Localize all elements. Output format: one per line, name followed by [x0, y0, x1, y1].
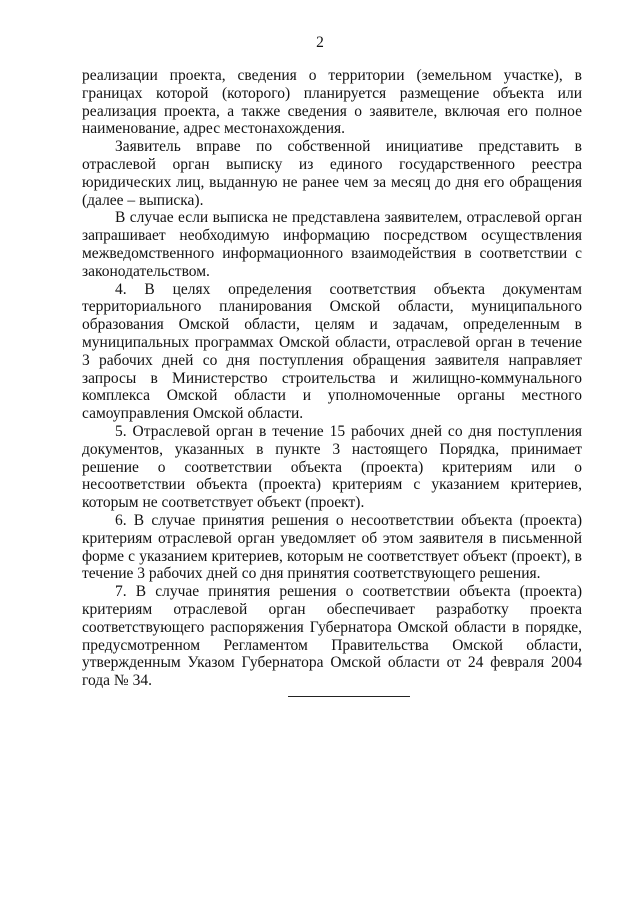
end-of-document-rule [288, 696, 410, 697]
paragraph-continuation: реализации проекта, сведения о территории (земельном участке), в границах которой (которого) планируется размещение объекта или реализация проекта, а также сведения о заявителе, включая его полное наименование, адрес местонахождения. [82, 67, 582, 138]
document-body [82, 67, 582, 690]
paragraph-item-6: 6. В случае принятия решения о несоответствии объекта (проекта) критериям отраслевой орган уведомляет об этом заявителя в письменной форме с указанием критериев, которым не соответствует объект (проект), в течение 3 рабочих дней со дня принятия соответствующего решения. [82, 511, 582, 583]
paragraph-item-7: 7. В случае принятия решения о соответствии объекта (проекта) критериям отраслевой орган обеспечивает разработку проекта соответствующего распоряжения Губернатора Омской области в порядке, предусмотренном Регламентом Правительства Омской области, утвержденным Указом Губернатора Омской области от 24 февраля 2004 года № 34. [82, 583, 582, 690]
page-number: 2 [316, 34, 324, 51]
paragraph-item-5: 5. Отраслевой орган в течение 15 рабочих дней со дня поступления документов, указанных в пункте 3 настоящего Порядка, принимает решение о соответствии объекта (проекта) критериям или о несоответствии объекта (проекта) критериям с указанием критериев, которым не соответствует объект (проект). [82, 422, 582, 512]
paragraph-item-4: 4. В целях определения соответствия объекта документам территориального планирования Омской области, муниципального образования Омской области, целям и задачам, определенным в муниципальных программах Омской области, отраслевой орган в течение 3 рабочих дней со дня поступления обращения заявителя направляет запросы в Министерство строительства и жилищно-коммунального комплекса Омской области и уполномоченные органы местного самоуправления Омской области. [82, 280, 582, 423]
paragraph-interagency-request: В случае если выписка не представлена заявителем, отраслевой орган запрашивает необходимую информацию посредством осуществления межведомственного информационного взаимодействия в соответствии с законодательством. [82, 209, 582, 280]
paragraph-applicant-right: Заявитель вправе по собственной инициативе представить в отраслевой орган выписку из единого государственного реестра юридических лиц, выданную не ранее чем за месяц до дня его обращения (далее – выписка). [82, 138, 582, 209]
